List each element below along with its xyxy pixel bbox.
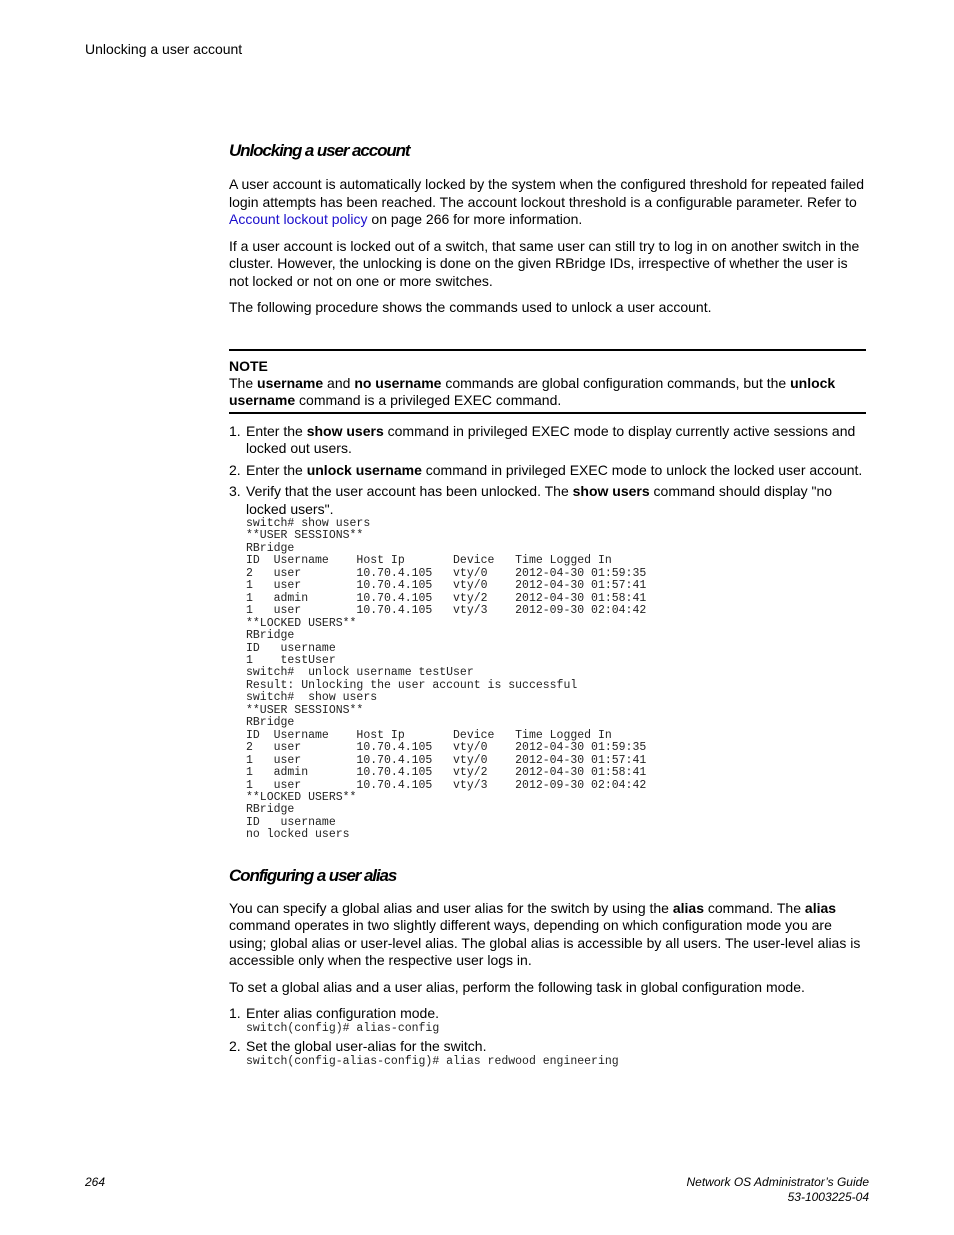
note-text: The username and no username commands are global configuration commands, but the unlock username command is a privileged EXEC command. bbox=[229, 374, 836, 408]
list-item: 2. Enter the unlock username command in privileged EXEC mode to unlock the locked user account. bbox=[229, 461, 863, 478]
paragraph-lockout-intro: A user account is automatically locked by the system when the configured threshold for repeated failed login attempts has been reached. The account lockout threshold is a configurable parameter. Refer to Account lockout policy on page 266 for more information. bbox=[229, 176, 865, 227]
paragraph-alias-task: To set a global alias and a user alias, perform the following task in global configuration mode. bbox=[229, 978, 805, 995]
list-item: 3. Verify that the user account has been unlocked. The show users command should display "no locked users". bbox=[229, 483, 833, 517]
paragraph-alias-intro: You can specify a global alias and user alias for the switch by using the alias command. The alias command operates in two slightly different ways, depending on which configuration mode you are using; global alias or user-level alias. The global alias is accessible by all users. The user-level alias is accessible only when the respective user logs in. bbox=[229, 899, 861, 969]
code-block-show-users: switch# show users **USER SESSIONS** RBridge ID Username Host Ip Device Time Logged In 2 user 10.70.4.105 vty/0 2012-04-30 01:59:35 1 user 10.70.4.105 vty/0 2012-04-30 01:57:41 1 admin 10.70.4.105 vty/2 2012-04-30 01:58:41 1 user 10.70.4.105 vty/3 2012-09-30 02:04:42 **LOCKED USERS** RBridge ID username 1 testUser switch# unlock username testUser Result: Unlocking the user account is successful switch# show users **USER SESSIONS** RBridge ID Username Host Ip Device Time Logged In 2 user 10.70.4.105 vty/0 2012-04-30 01:59:35 1 user 10.70.4.105 vty/0 2012-04-30 01:57:41 1 admin 10.70.4.105 vty/2 2012-04-30 01:58:41 1 user 10.70.4.105 vty/3 2012-09-30 02:04:42 **LOCKED USERS** RBridge ID username no locked users bbox=[246, 517, 647, 842]
list-item: 1. Enter the show users command in privileged EXEC mode to display currently active sessions and locked out users. bbox=[229, 422, 856, 456]
alias-steps-list bbox=[229, 1005, 866, 1068]
section-title-unlocking: Unlocking a user account bbox=[229, 141, 410, 160]
code-alias-config: switch(config)# alias-config bbox=[246, 1021, 440, 1035]
note-box bbox=[229, 349, 866, 414]
section-title-alias: Configuring a user alias bbox=[229, 865, 397, 885]
paragraph-procedure-intro: The following procedure shows the commands used to unlock a user account. bbox=[229, 299, 712, 315]
note-heading: NOTE bbox=[229, 357, 268, 374]
doc-number: 53-1003225-04 bbox=[787, 1190, 869, 1204]
page-number: 264 bbox=[85, 1175, 106, 1189]
unlock-steps-list bbox=[229, 423, 866, 519]
account-lockout-policy-link[interactable]: Account lockout policy bbox=[229, 211, 368, 227]
footer-doc-info bbox=[686, 1175, 869, 1205]
list-item: 1. Enter alias configuration mode. switch(config)# alias-config bbox=[229, 1005, 866, 1035]
running-header: Unlocking a user account bbox=[85, 41, 243, 57]
page-content bbox=[229, 139, 866, 1071]
code-alias-set: switch(config-alias-config)# alias redwood engineering bbox=[246, 1054, 619, 1068]
list-item: 2. Set the global user-alias for the switch. switch(config-alias-config)# alias redwood engineering bbox=[229, 1038, 866, 1068]
doc-title: Network OS Administrator’s Guide bbox=[686, 1175, 869, 1189]
paragraph-cluster-unlock: If a user account is locked out of a switch, that same user can still try to log in on another switch in the cluster. However, the unlocking is done on the given RBridge IDs, irrespective of whether the user is not locked or not on one or more switches. bbox=[229, 237, 860, 289]
